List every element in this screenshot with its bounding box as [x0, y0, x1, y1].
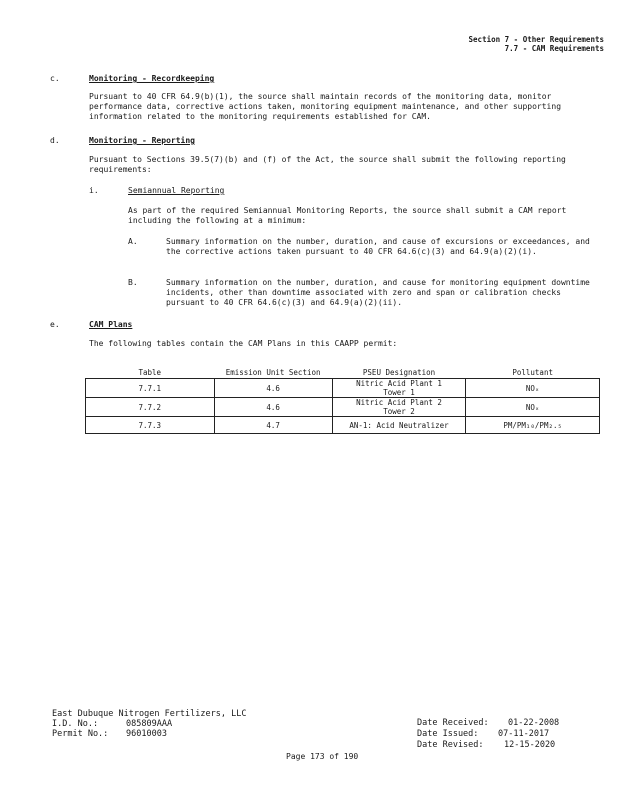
point-a-letter: A. [128, 237, 138, 246]
cell-pollutant: PM/PM₁₀/PM₂.₅ [466, 417, 600, 434]
item-e-letter: e. [50, 320, 60, 329]
item-d-body: Pursuant to Sections 39.5(7)(b) and (f) of the Act, the source shall submit the following reporting requirements: [89, 155, 566, 174]
footer-revised-label: Date Revised: [417, 740, 484, 750]
cell-pollutant: NOₓ [466, 379, 600, 398]
footer-revised-value: 12-15-2020 [504, 740, 556, 750]
table-header-row [86, 368, 600, 379]
footer-company: East Dubuque Nitrogen Fertilizers, LLC [52, 709, 247, 719]
page-number: Page 173 of 190 [286, 752, 359, 761]
footer-permit-label: Permit No.: [52, 729, 109, 739]
cell-section: 4.6 [214, 379, 332, 398]
cell-table: 7.7.3 [86, 417, 215, 434]
point-b-text: Summary information on the number, duration, and cause for monitoring equipment downtime incidents, other than downtime associated with zero and span or calibration checks pursuant to 40 CFR 64.6(c)(3) and 64.9(a)(2)(ii). [166, 278, 590, 307]
cell-pseu: AN-1: Acid Neutralizer [332, 417, 466, 434]
cell-table: 7.7.1 [86, 379, 215, 398]
table-row [86, 379, 600, 398]
item-d-letter: d. [50, 136, 60, 145]
footer-id-value: 085809AAA [126, 719, 173, 729]
point-a-text: Summary information on the number, duration, and cause of excursions or exceedances, and the corrective actions taken pursuant to 40 CFR 64.6(c)(3) and 64.9(a)(2)(i). [166, 237, 590, 256]
col-header-section: Emission Unit Section [214, 368, 332, 379]
col-header-pollutant: Pollutant [466, 368, 600, 379]
footer-issued-label: Date Issued: [417, 729, 479, 739]
item-e-intro: The following tables contain the CAM Plans in this CAAPP permit: [89, 339, 398, 348]
item-d-sub-number: i. [89, 186, 99, 195]
cell-pseu: Nitric Acid Plant 1 Tower 1 [332, 379, 466, 398]
item-d-sub-heading: Semiannual Reporting [128, 186, 225, 195]
footer-received-label: Date Received: [417, 718, 489, 728]
cell-table: 7.7.2 [86, 398, 215, 417]
table-row [86, 398, 600, 417]
col-header-pseu: PSEU Designation [332, 368, 466, 379]
footer-received-value: 01-22-2008 [508, 718, 560, 728]
item-c-heading: Monitoring - Recordkeeping [89, 74, 215, 83]
footer-permit-value: 96010003 [126, 729, 167, 739]
cell-pollutant: NOₓ [466, 398, 600, 417]
cell-section: 4.6 [214, 398, 332, 417]
item-c-body: Pursuant to 40 CFR 64.9(b)(1), the source shall maintain records of the monitoring data, monitor performance data, corrective actions taken, monitoring equipment maintenance, and other supporting information related to the monitoring requirements established for CAM. [89, 92, 562, 121]
footer-issued-value: 07-11-2017 [498, 729, 550, 739]
item-e-heading: CAM Plans [89, 320, 133, 329]
item-d-heading: Monitoring - Reporting [89, 136, 195, 145]
footer-id-label: I.D. No.: [52, 719, 99, 729]
header-subsection: 7.7 - CAM Requirements [504, 44, 604, 53]
item-d-sub-body: As part of the required Semiannual Monitoring Reports, the source shall submit a CAM report including the following at a minimum: [128, 206, 567, 225]
cam-plans-table [85, 368, 600, 434]
col-header-table: Table [86, 368, 215, 379]
table-row [86, 417, 600, 434]
cell-pseu: Nitric Acid Plant 2 Tower 2 [332, 398, 466, 417]
item-c-letter: c. [50, 74, 60, 83]
cell-section: 4.7 [214, 417, 332, 434]
point-b-letter: B. [128, 278, 138, 287]
header-section: Section 7 - Other Requirements [468, 35, 604, 44]
